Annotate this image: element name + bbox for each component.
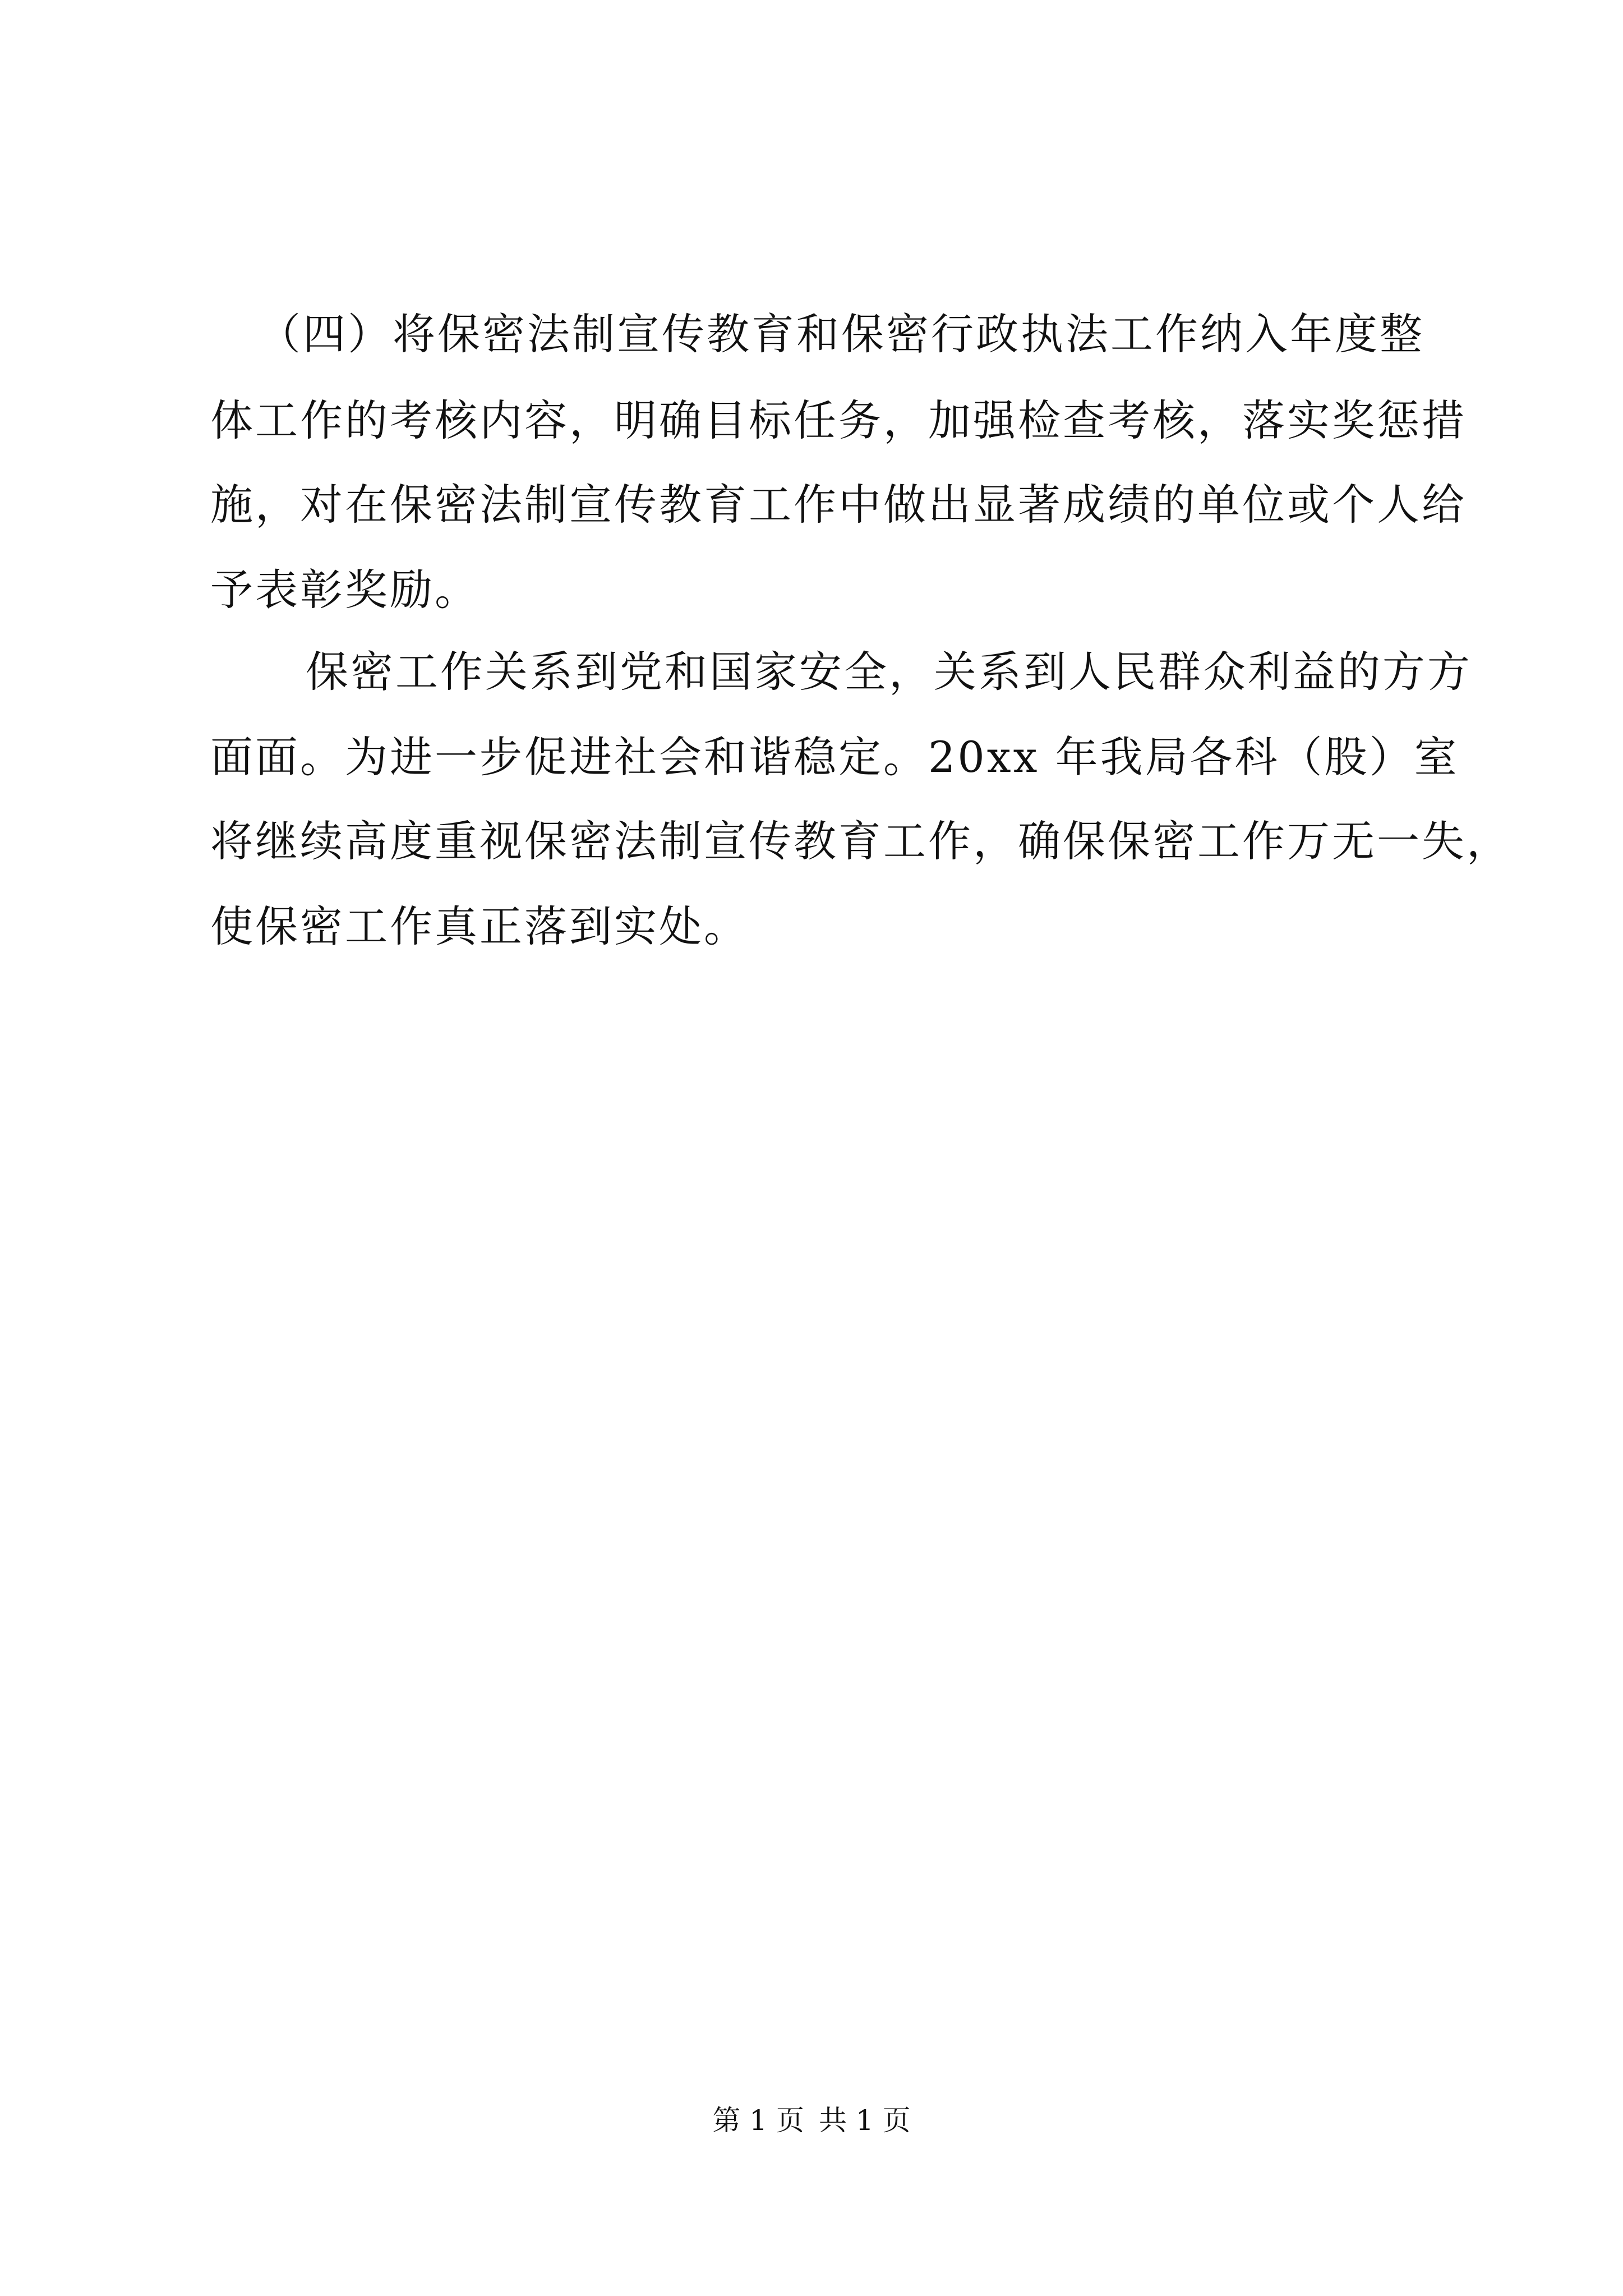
page-footer — [0, 2104, 1623, 2137]
paragraph-line: 予表彰奖励。 — [210, 565, 479, 615]
paragraph-line: 面面。为进一步促进社会和谐稳定。20xx 年我局各科（股）室 — [210, 732, 1459, 782]
page-number-label: 第 1 页 — [712, 2104, 804, 2137]
paragraph-line: 使保密工作真正落到实处。 — [210, 901, 749, 951]
paragraph-line: （四）将保密法制宣传教育和保密行政执法工作纳入年度整 — [258, 309, 1424, 359]
paragraph-line: 保密工作关系到党和国家安全，关系到人民群众利益的方方 — [306, 647, 1472, 697]
paragraph-line: 体工作的考核内容，明确目标任务，加强检查考核，落实奖惩措 — [210, 395, 1467, 445]
paragraph-line: 施，对在保密法制宣传教育工作中做出显著成绩的单位或个人给 — [210, 480, 1467, 530]
total-pages-label: 共 1 页 — [819, 2104, 911, 2137]
paragraph-line: 将继续高度重视保密法制宣传教育工作，确保保密工作万无一失， — [210, 816, 1511, 866]
